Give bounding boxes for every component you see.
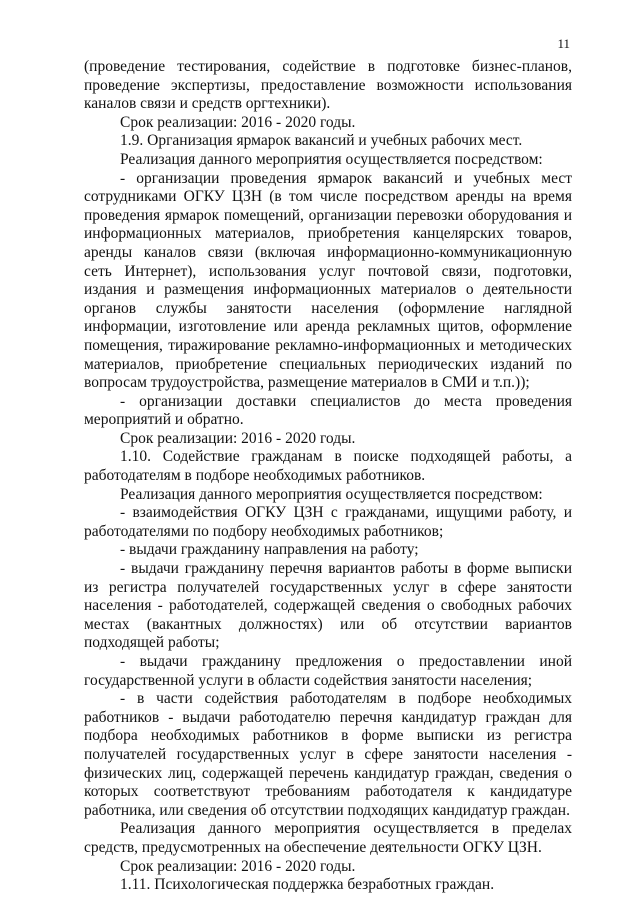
document-body (84, 58, 572, 895)
paragraph: Срок реализации: 2016 - 2020 годы. (120, 113, 356, 131)
paragraph: Срок реализации: 2016 - 2020 годы. (120, 429, 356, 447)
page-number: 11 (557, 36, 570, 51)
list-item: - выдачи гражданину перечня вариантов работы в форме выписки из регистра получателей государственных услуг в сфере занятости населения - работодателей, содержащей сведения о свободных рабочих местах (вакантных должностях) или об отсутствии вариантов подходящей работы; (84, 560, 572, 652)
section-heading: 1.11. Психологическая поддержка безработных граждан. (120, 876, 495, 894)
section-heading: 1.9. Организация ярмарок вакансий и учебных рабочих мест. (120, 132, 523, 150)
list-item: - в части содействия работодателям в подборе необходимых работников - выдачи работодателю перечня кандидатур граждан для подбора необходимых работников в форме выписки из регистра получателей государственных услуг в сфере занятости населения - физических лиц, содержащей перечень кандидатур граждан, сведения о которых соответствуют требованиям работодателя к кандидатуре работника, или сведения об отсутствии подходящих кандидатур граждан. (84, 690, 572, 819)
list-item: - выдачи гражданину направления на работу; (120, 541, 419, 559)
list-item: - выдачи гражданину предложения о предоставлении иной государственной услуги в области содействия занятости населения; (84, 653, 572, 689)
paragraph: Реализация данного мероприятия осуществляется в пределах средств, предусмотренных на обеспечение деятельности ОГКУ ЦЗН. (84, 820, 572, 856)
paragraph: (проведение тестирования, содействие в подготовке бизнес-планов, проведение экспертизы, предоставление возможности использования каналов связи и средств оргтехники). (84, 58, 572, 113)
list-item: - организации доставки специалистов до места проведения мероприятий и обратно. (84, 392, 572, 429)
paragraph: Срок реализации: 2016 - 2020 годы. (120, 857, 356, 875)
list-item: - взаимодействия ОГКУ ЦЗН с гражданами, ищущими работу, и работодателями по подбору необходимых работников; (84, 504, 572, 540)
paragraph: Реализация данного мероприятия осуществляется посредством: (120, 150, 543, 168)
paragraph: Реализация данного мероприятия осуществляется посредством: (120, 485, 543, 503)
list-item: - организации проведения ярмарок вакансий и учебных мест сотрудниками ОГКУ ЦЗН (в том числе посредством аренды на время проведения ярмарок помещений, организации перевозки оборудования и информационных материалов, приобретения канцелярских товаров, аренды каналов связи (включая информационно-коммуникационную сеть Интернет), использования услуг почтовой связи, подготовки, издания и размещения информационных материалов о деятельности органов службы занятости населения (оформление наглядной информации, изготовление или аренда рекламных щитов, оформление помещения, тиражирование рекламно-информационных и методических материалов, приобретение специальных периодических изданий по вопросам трудоустройства, размещение материалов в СМИ и т.п.)); (84, 169, 572, 392)
section-heading: 1.10. Содействие гражданам в поиске подходящей работы, а работодателям в подборе необходимых работников. (84, 448, 572, 485)
